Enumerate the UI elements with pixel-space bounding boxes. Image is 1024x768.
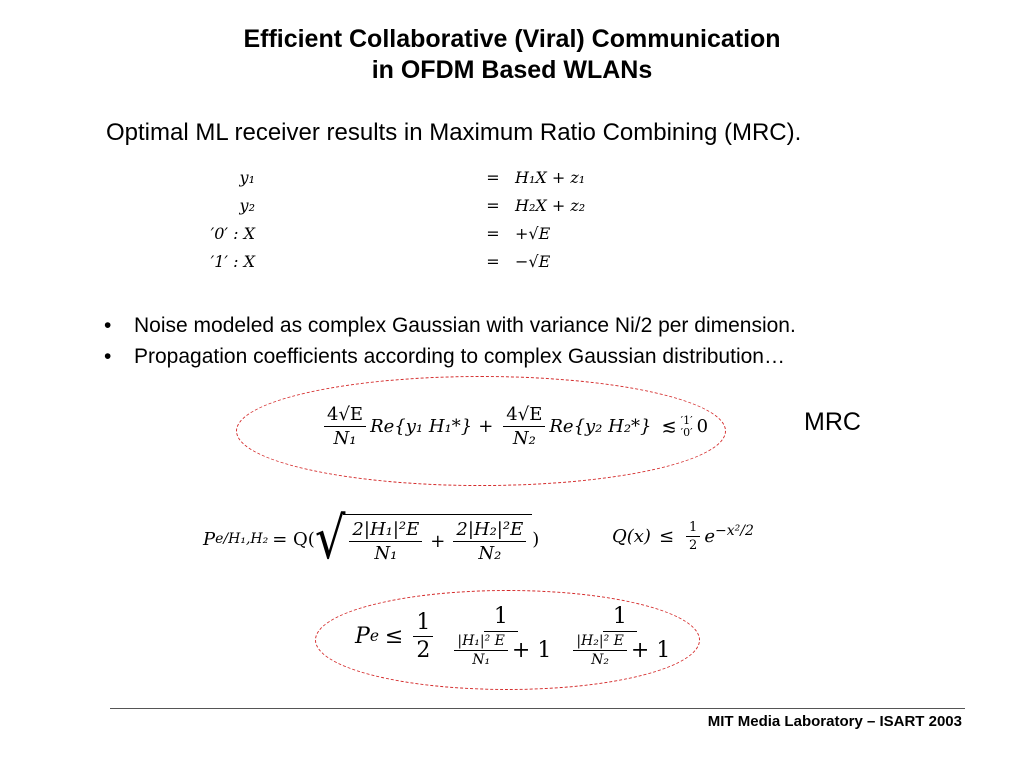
fraction-numerator: 1 [603, 604, 637, 632]
fraction-numerator: |H₁|² E [454, 633, 508, 651]
fraction-numerator: 1 [484, 604, 518, 632]
equals-sign: = [486, 168, 500, 187]
fraction-numerator: |H₂|² E [573, 633, 627, 651]
mrc-decision-formula [320, 404, 708, 449]
decision-lower-label: ′0′ [680, 425, 693, 439]
bullet-text: Propagation coefficients according to complex Gaussian distribution… [134, 345, 785, 368]
q-function-open: = Q( [272, 528, 315, 550]
fraction-numerator: 4√E [503, 404, 545, 427]
prob-subscript: e [369, 627, 379, 645]
plus-one: + 1 [511, 638, 552, 663]
decision-comparator: ≲ [661, 416, 677, 437]
slide-title-line2: in OFDM Based WLANs [371, 56, 653, 84]
slide-title [0, 24, 1024, 86]
less-equal-sign: ≤ [658, 526, 675, 547]
fraction-numerator: 1 [686, 520, 700, 537]
bullet-text: Noise modeled as complex Gaussian with variance Ni/2 per dimension. [134, 314, 796, 337]
decision-threshold: 0 [696, 416, 709, 437]
q-bound-formula [612, 520, 754, 553]
equals-sign: = [486, 252, 500, 271]
bullet-list [104, 310, 796, 372]
fraction-denominator: N₂ [512, 428, 536, 449]
bullet-icon: • [104, 314, 112, 337]
footer-divider [110, 708, 965, 709]
fraction-denominator: 2 [416, 637, 431, 663]
plus-sign: + [478, 416, 494, 437]
fraction-numerator: 2|H₁|²E [349, 519, 422, 542]
average-error-bound-formula [355, 604, 677, 668]
mrc-label: MRC [804, 408, 861, 436]
fraction-denominator [447, 632, 554, 668]
prob-symbol: P [203, 528, 216, 550]
less-equal-sign: ≤ [384, 623, 404, 649]
equals-sign: = [486, 224, 500, 243]
slide-title-line1: Efficient Collaborative (Viral) Communication [243, 25, 781, 53]
equation-lhs: y₂ [239, 196, 255, 215]
real-part-term: Re{y₁ H₁*} [370, 416, 473, 437]
fraction [566, 604, 673, 668]
fraction [686, 520, 700, 553]
fraction [413, 610, 433, 663]
fraction [573, 633, 627, 668]
equation-lhs: y₁ [239, 168, 255, 187]
fraction-denominator: N₁ [333, 428, 357, 449]
fraction-numerator: 1 [413, 610, 433, 637]
equation-rhs: H₁X + z₁ [515, 168, 586, 187]
fraction-numerator: 2|H₂|²E [453, 519, 526, 542]
fraction-denominator: N₂ [591, 652, 610, 668]
intro-text: Optimal ML receiver results in Maximum Ratio Combining (MRC). [106, 119, 802, 146]
list-item [104, 341, 796, 372]
equation-rhs: H₂X + z₂ [515, 196, 586, 215]
equation-rhs: +√E [515, 224, 551, 243]
prob-subscript: e/H₁,H₂ [215, 531, 269, 547]
sqrt-icon: √ [314, 505, 346, 573]
fraction [454, 633, 508, 668]
real-part-term: Re{y₂ H₂*} [549, 416, 652, 437]
fraction-denominator: N₁ [472, 652, 491, 668]
equation-rhs: −√E [515, 252, 551, 271]
sqrt-body [343, 514, 532, 564]
fraction-denominator: N₂ [478, 543, 502, 564]
q-function-close: ) [532, 528, 540, 550]
prob-symbol: P [355, 623, 370, 649]
conditional-error-formula [203, 505, 540, 573]
equation-lhs: ′0′ : X [210, 224, 255, 243]
plus-sign: + [430, 531, 446, 552]
decision-upper-label: ′1′ [680, 413, 693, 427]
exp-base: e [704, 526, 715, 547]
equation-lhs: ′1′ : X [210, 252, 255, 271]
bullet-icon: • [104, 345, 112, 368]
fraction [447, 604, 554, 668]
exp-power: −x²/2 [714, 522, 754, 539]
fraction [324, 404, 366, 449]
equals-sign: = [486, 196, 500, 215]
fraction-numerator: 4√E [324, 404, 366, 427]
fraction-denominator: N₁ [374, 543, 398, 564]
fraction [349, 519, 422, 564]
list-item [104, 310, 796, 341]
fraction [503, 404, 545, 449]
footer-text: MIT Media Laboratory – ISART 2003 [707, 713, 962, 730]
q-function: Q(x) [612, 526, 651, 547]
fraction [453, 519, 526, 564]
fraction-denominator: 2 [689, 538, 698, 553]
decision-labels [681, 415, 693, 439]
plus-one: + 1 [630, 638, 671, 663]
fraction-denominator [566, 632, 673, 668]
